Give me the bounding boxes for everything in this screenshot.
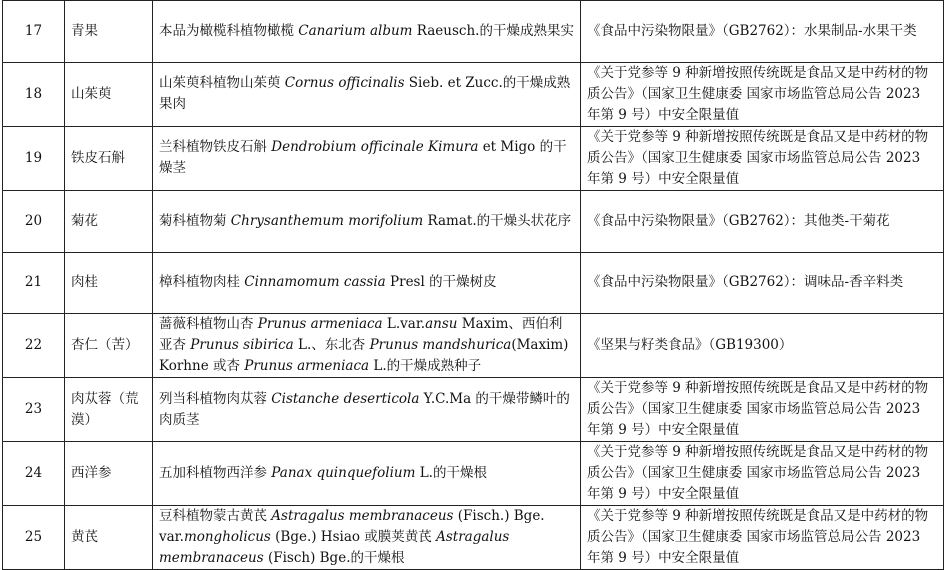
- description-text: L.、东北杏: [293, 337, 370, 354]
- description-text: L.的干燥根: [415, 465, 487, 482]
- item-name: 菊花: [65, 190, 153, 252]
- row-number: 22: [3, 314, 65, 378]
- limit-standard: 《食品中污染物限量》（GB2762）：调味品-香辛料类: [581, 252, 944, 314]
- item-description: [153, 252, 581, 314]
- latin-name: Canarium album: [298, 22, 413, 39]
- description-text: (Maxim) Korhne 或杏: [159, 337, 569, 375]
- latin-name: Panax quinquefolium: [271, 465, 416, 482]
- latin-name: Prunus sibirica: [190, 337, 294, 354]
- item-name: 山茱萸: [65, 62, 153, 126]
- limit-standard: 《关于党参等 9 种新增按照传统既是食品又是中药材的物质公告》（国家卫生健康委 国家市场监管总局公告 2023 年第 9 号）中安全限量值: [581, 126, 944, 190]
- item-name: 西洋参: [65, 442, 153, 506]
- description-text: Y.C.Ma 的干燥带鳞叶的肉质茎: [159, 390, 570, 428]
- limit-standard: 《关于党参等 9 种新增按照传统既是食品又是中药材的物质公告》（国家卫生健康委 国家市场监管总局公告 2023 年第 9 号）中安全限量值: [581, 442, 944, 506]
- row-number: 18: [3, 62, 65, 126]
- latin-name: Cistanche deserticola: [271, 390, 420, 407]
- table-row: [3, 378, 944, 442]
- table-row: [3, 62, 944, 126]
- row-number: 23: [3, 378, 65, 442]
- description-text: Ramat.的干燥头状花序: [423, 212, 572, 229]
- description-text: 菊科植物菊: [159, 212, 231, 229]
- limit-standard: 《坚果与籽类食品》（GB19300）: [581, 314, 944, 378]
- description-text: (Fisch) Bge.的干燥根: [263, 550, 405, 567]
- limit-standard: 《关于党参等 9 种新增按照传统既是食品又是中药材的物质公告》（国家卫生健康委 国家市场监管总局公告 2023 年第 9 号）中安全限量值: [581, 62, 944, 126]
- item-name: 铁皮石斛: [65, 126, 153, 190]
- item-description: [153, 314, 581, 378]
- item-description: [153, 190, 581, 252]
- limit-standard: 《关于党参等 9 种新增按照传统既是食品又是中药材的物质公告》（国家卫生健康委 国家市场监管总局公告 2023 年第 9 号）中安全限量值: [581, 378, 944, 442]
- item-name: 杏仁（苦）: [65, 314, 153, 378]
- latin-name: Astragalus membranaceus: [271, 508, 454, 525]
- item-name: 青果: [65, 1, 153, 63]
- item-name: 黄芪: [65, 506, 153, 570]
- table-row: [3, 126, 944, 190]
- item-description: [153, 506, 581, 570]
- description-text: et Migo 的干燥茎: [159, 139, 567, 177]
- row-number: 19: [3, 126, 65, 190]
- description-text: 五加科植物西洋参: [159, 465, 272, 482]
- latin-name: Prunus mandshurica: [369, 337, 512, 354]
- latin-name: Dendrobium officinale Kimura: [271, 139, 479, 156]
- standards-table: [2, 0, 944, 570]
- latin-name: Astragalus membranaceus: [159, 529, 510, 567]
- latin-name: Cornus officinalis: [284, 75, 405, 92]
- item-description: [153, 1, 581, 63]
- description-text: Maxim、西伯利亚杏: [159, 316, 563, 354]
- description-text: Sieb. et Zucc.的干燥成熟果肉: [159, 75, 571, 113]
- table-row: [3, 190, 944, 252]
- row-number: 17: [3, 1, 65, 63]
- limit-standard: 《食品中污染物限量》（GB2762）：其他类-干菊花: [581, 190, 944, 252]
- latin-name: ansu: [425, 316, 458, 333]
- description-text: (Bge.) Hsiao 或膜荚黄芪: [270, 529, 437, 546]
- row-number: 24: [3, 442, 65, 506]
- description-text: 樟科植物肉桂: [159, 274, 245, 291]
- table-row: [3, 252, 944, 314]
- description-text: (Fisch.) Bge. var.: [159, 508, 545, 546]
- description-text: 蔷薇科植物山杏: [159, 316, 258, 333]
- latin-name: Prunus armeniaca: [244, 358, 370, 375]
- latin-name: Prunus armeniaca: [257, 316, 383, 333]
- item-description: [153, 126, 581, 190]
- description-text: L.var.: [382, 316, 426, 333]
- description-text: 豆科植物蒙古黄芪: [159, 508, 272, 525]
- item-description: [153, 378, 581, 442]
- description-text: 兰科植物铁皮石斛: [159, 139, 272, 156]
- description-text: Raeusch.的干燥成熟果实: [412, 22, 574, 39]
- table-body: [3, 1, 944, 570]
- table-row: [3, 442, 944, 506]
- row-number: 21: [3, 252, 65, 314]
- description-text: L.的干燥成熟种子: [369, 358, 482, 375]
- latin-name: mongholicus: [183, 529, 271, 546]
- description-text: 列当科植物肉苁蓉: [159, 390, 272, 407]
- latin-name: Chrysanthemum morifolium: [230, 212, 424, 229]
- item-description: [153, 442, 581, 506]
- row-number: 25: [3, 506, 65, 570]
- limit-standard: 《食品中污染物限量》（GB2762）：水果制品-水果干类: [581, 1, 944, 63]
- table-row: [3, 1, 944, 63]
- table-row: [3, 314, 944, 378]
- limit-standard: 《关于党参等 9 种新增按照传统既是食品又是中药材的物质公告》（国家卫生健康委 国家市场监管总局公告 2023 年第 9 号）中安全限量值: [581, 506, 944, 570]
- item-name: 肉桂: [65, 252, 153, 314]
- description-text: 本品为橄榄科植物橄榄: [159, 22, 299, 39]
- row-number: 20: [3, 190, 65, 252]
- latin-name: Cinnamomum cassia: [244, 274, 386, 291]
- item-description: [153, 62, 581, 126]
- item-name: 肉苁蓉（荒漠）: [65, 378, 153, 442]
- description-text: Presl 的干燥树皮: [385, 274, 497, 291]
- description-text: 山茱萸科植物山茱萸: [159, 75, 285, 92]
- table-row: [3, 506, 944, 570]
